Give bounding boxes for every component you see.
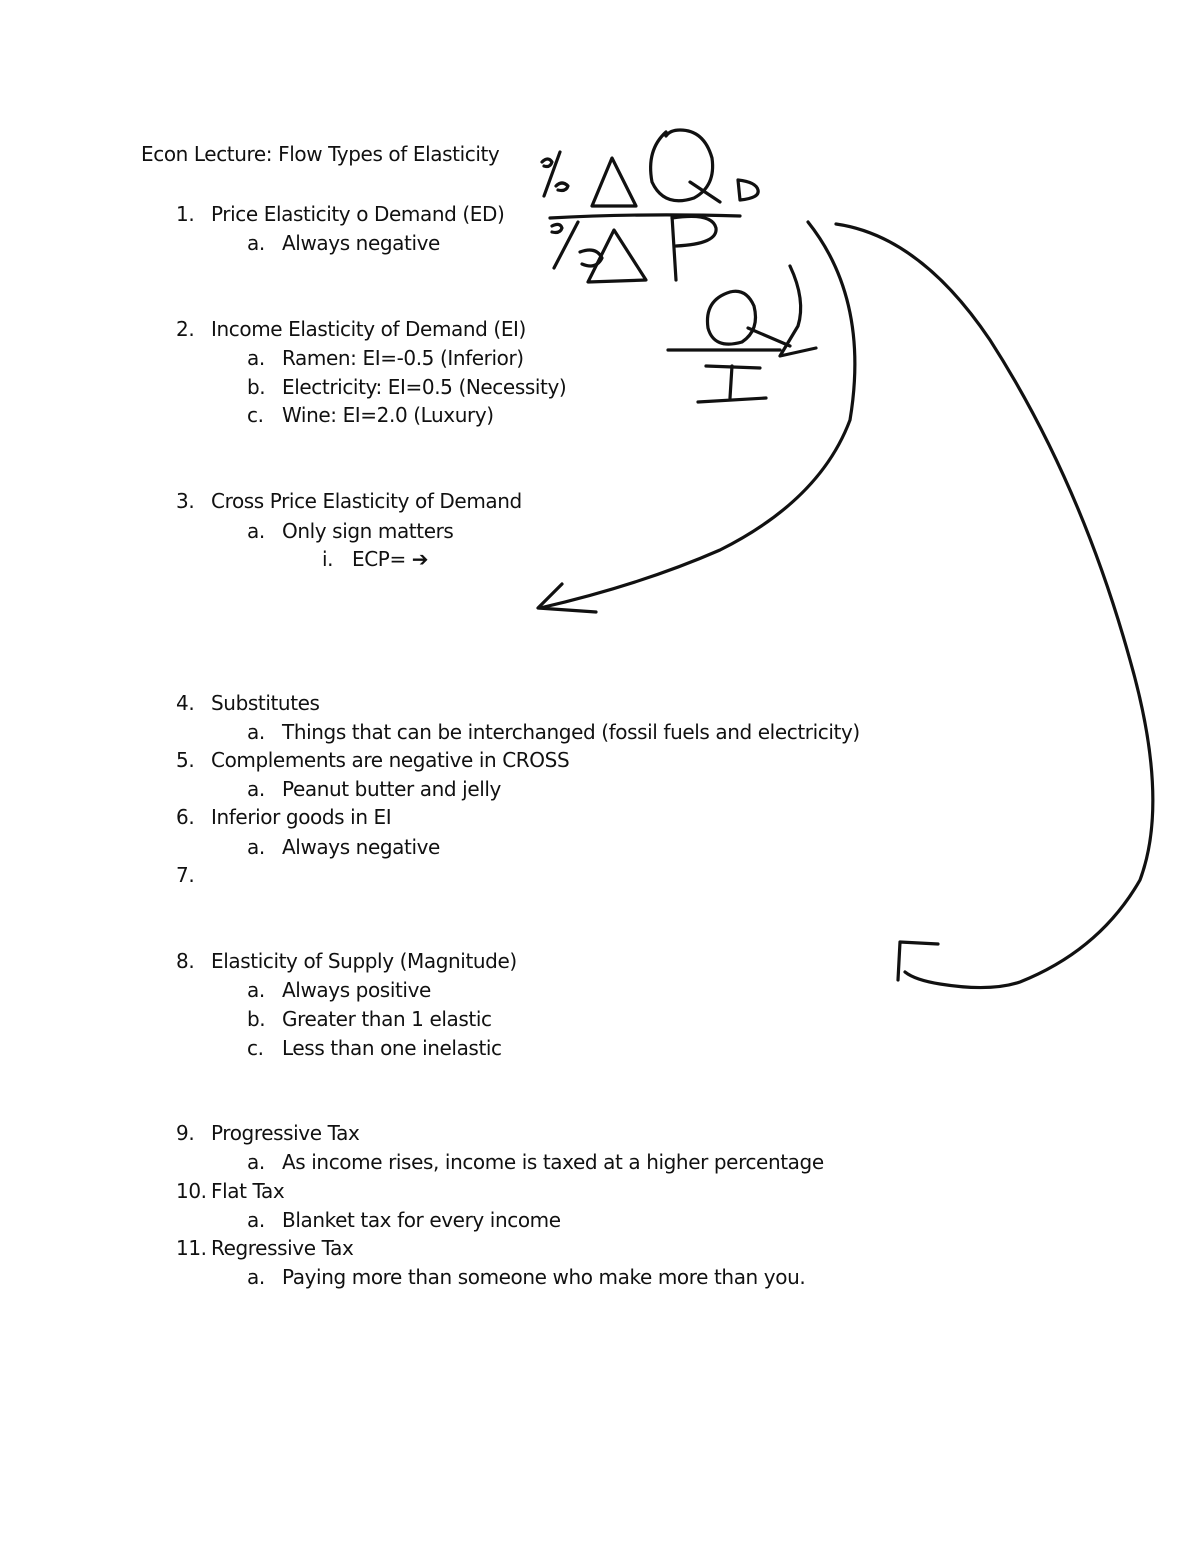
list-marker: a. <box>247 346 265 370</box>
list-marker: 2. <box>176 317 195 341</box>
list-item-text: Price Elasticity o Demand (ED) <box>211 202 505 226</box>
list-marker: a. <box>247 231 265 255</box>
list-item-text: Substitutes <box>211 691 320 715</box>
list-marker: a. <box>247 835 265 859</box>
list-item-text: Things that can be interchanged (fossil fuels and electricity) <box>282 720 860 744</box>
list-item-text: Wine: EI=2.0 (Luxury) <box>282 403 494 427</box>
list-marker: c. <box>247 1036 264 1060</box>
list-item-text: As income rises, income is taxed at a higher percentage <box>282 1150 824 1174</box>
list-marker: b. <box>247 375 266 399</box>
list-item-text: Always positive <box>282 978 431 1002</box>
list-marker: 4. <box>176 691 195 715</box>
list-item-text <box>352 545 428 573</box>
list-item-text: Progressive Tax <box>211 1121 360 1145</box>
list-marker: a. <box>247 1265 265 1289</box>
list-item-text: Regressive Tax <box>211 1236 354 1260</box>
list-marker: 10. <box>176 1179 207 1203</box>
right-arrow-icon: ➔ <box>411 547 429 571</box>
list-item-text: Paying more than someone who make more than you. <box>282 1265 806 1289</box>
page-title: Econ Lecture: Flow Types of Elasticity <box>141 142 500 166</box>
list-marker: 3. <box>176 489 195 513</box>
list-item-text: Flat Tax <box>211 1179 285 1203</box>
list-marker: 7. <box>176 863 195 887</box>
list-marker: 5. <box>176 748 195 772</box>
list-item-text: Elasticity of Supply (Magnitude) <box>211 949 517 973</box>
list-item-text: Always negative <box>282 835 440 859</box>
list-marker: 8. <box>176 949 195 973</box>
list-marker: 1. <box>176 202 195 226</box>
list-marker: 9. <box>176 1121 195 1145</box>
list-item-text: Blanket tax for every income <box>282 1208 561 1232</box>
list-item-text: Always negative <box>282 231 440 255</box>
list-item-text: Only sign matters <box>282 519 454 543</box>
list-item-text: Complements are negative in CROSS <box>211 748 570 772</box>
list-marker: 11. <box>176 1236 207 1260</box>
list-marker: a. <box>247 978 265 1002</box>
list-item-text: Ramen: EI=-0.5 (Inferior) <box>282 346 524 370</box>
list-item-text: Cross Price Elasticity of Demand <box>211 489 522 513</box>
list-item-text: Greater than 1 elastic <box>282 1007 492 1031</box>
list-marker: 6. <box>176 805 195 829</box>
list-marker: a. <box>247 519 265 543</box>
list-marker: a. <box>247 720 265 744</box>
list-item-text: Peanut butter and jelly <box>282 777 501 801</box>
list-item-text: Inferior goods in EI <box>211 805 392 829</box>
ecp-label: ECP= <box>352 547 412 571</box>
list-marker: b. <box>247 1007 266 1031</box>
list-item-text: Electricity: EI=0.5 (Necessity) <box>282 375 567 399</box>
list-item-text: Less than one inelastic <box>282 1036 502 1060</box>
list-item-text: Income Elasticity of Demand (EI) <box>211 317 526 341</box>
list-marker: a. <box>247 1150 265 1174</box>
list-marker: a. <box>247 777 265 801</box>
list-marker: a. <box>247 1208 265 1232</box>
list-marker: i. <box>322 547 334 571</box>
list-marker: c. <box>247 403 264 427</box>
